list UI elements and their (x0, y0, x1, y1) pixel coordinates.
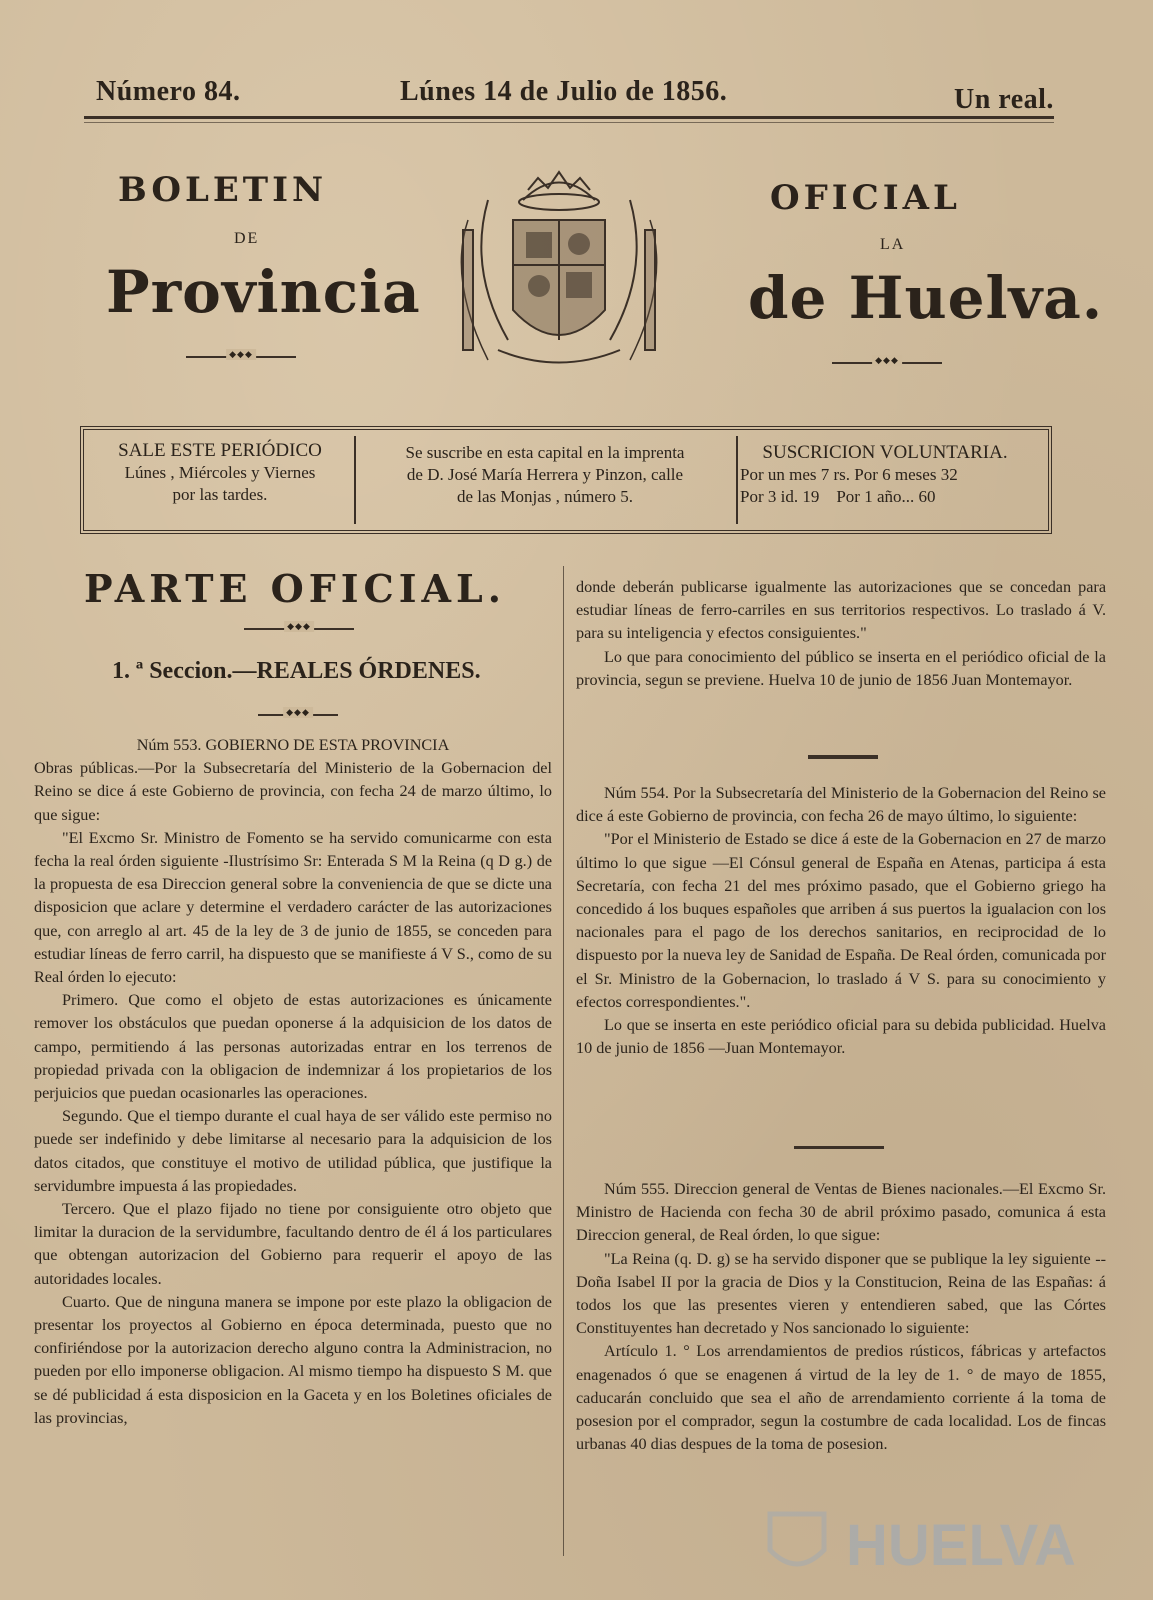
title-oficial: OFICIAL (770, 178, 961, 218)
masthead-rule-thin (84, 122, 1054, 123)
parte-oficial-heading: PARTE OFICIAL. (84, 566, 506, 611)
box-col-schedule (90, 434, 350, 526)
paragraph: Segundo. Que el tiempo durante el cual haya de ser válido este permiso no puede ser indefinido y debe limitarse al necesario para la adquisicion de los datos citados, que constituye el motivo de utilidad pública, que justifique la servidumbre impuesta á las propiedades. (34, 1107, 552, 1195)
title-boletin: BOLETIN (118, 170, 328, 210)
ornament-parte (244, 628, 354, 630)
paragraph: Tercero. Que el plazo fijado no tiene por consiguiente otro objeto que limitar la duracion de la servidumbre, facultando dentro de él á los particulares que obtengan autorizacion del Gobierno para requerir el apoyo de las autoridades locales. (34, 1200, 552, 1288)
ornament-seccion (258, 714, 338, 716)
prices-title: SUSCRICION VOLUNTARIA. (762, 442, 1008, 463)
subscribe-line-2: de D. José María Herrera y Pinzon, calle (406, 465, 684, 484)
box-separator-1 (354, 436, 356, 524)
schedule-time: por las tardes. (172, 485, 268, 504)
paragraph: Núm 555. Direccion general de Ventas de Bienes nacionales.—El Excmo Sr. Ministro de Hacienda con fecha 30 de abril próximo pasado, comunica á esta Direccion general, de Real órden, lo que sigue: (576, 1180, 1106, 1245)
box-col-prices (740, 434, 1030, 526)
watermark-shield-icon (760, 1506, 834, 1580)
paragraph: Lo que se inserta en este periódico oficial para su debida publicidad. Huelva 10 de junio de 1856 —Juan Montemayor. (576, 1016, 1106, 1058)
seccion-heading: 1. ª Seccion.—REALES ÓRDENES. (112, 658, 481, 684)
box-separator-2 (736, 436, 738, 524)
paragraph: Obras públicas.—Por la Subsecretaría del Ministerio de la Gobernacion del Reino se dice á este Gobierno de provincia, con fecha 24 de marzo último, lo que sigue: (34, 759, 552, 824)
paragraph: "El Excmo Sr. Ministro de Fomento se ha servido comunicarme con esta fecha la real órden siguiente -Ilustrísimo Sr: Enterada S M la Reina (q D g.) de la propuesta de esa Direccion general sobre la conveniencia de que se dicte una disposicion que aclare y determine el verdadero carácter de las autorizaciones que, con arreglo al art. 45 de la ley de 3 de junio de 1855, se conceden para estudiar líneas de ferro carril, ha dispuesto que se manifieste á V S., como de su Real órden lo ejecuto: (34, 828, 552, 987)
prices-line-1: Por un mes 7 rs. Por 6 meses 32 (740, 465, 958, 484)
subscribe-line-1: Se suscribe en esta capital en la imprenta (405, 443, 685, 462)
title-huelva: de Huelva. (748, 264, 1104, 332)
paragraph: Núm 554. Por la Subsecretaría del Ministerio de la Gobernacion del Reino se dice á este Gobierno de provincia, con fecha 26 de mayo último, lo siguiente: (576, 784, 1106, 826)
paragraph: "La Reina (q. D. g) se ha servido disponer que se publique la ley siguiente --Doña Isabel II por la gracia de Dios y la Constitucion, Reina de las Españas: á todos los que las presentes vieren y entendieren sabed, que las Córtes Constituyentes han decretado y Nos sancionado lo siguiente: (576, 1249, 1106, 1338)
prices-line-2: Por 3 id. 19 Por 1 año... 60 (740, 487, 936, 506)
rule-divider (808, 755, 878, 759)
title-de: DE (234, 230, 260, 247)
issue-price: Un real. (954, 84, 1054, 115)
schedule-title: SALE ESTE PERIÓDICO (118, 440, 322, 461)
right-column-554 (576, 782, 1106, 1060)
column-divider (563, 566, 564, 1556)
paragraph: Cuarto. Que de ninguna manera se impone por este plazo la obligacion de presentar los proyectos al Gobierno en época determinada, puesto que no confiriéndose por la autorizacion derecho alguno contra la Administracion, no pueden por ello imponerse obligacion. Al mismo tiempo ha dispuesto S M. que se dé publicidad á esta disposicion en la Gaceta y en los Boletines oficiales de las provincias, (34, 1292, 552, 1427)
subscribe-line-3: de las Monjas , número 5. (456, 487, 634, 506)
box-col-subscribe (360, 434, 730, 526)
right-column-top (576, 576, 1106, 692)
title-la: LA (880, 236, 906, 253)
ornament-right (832, 362, 942, 364)
paragraph: Primero. Que como el objeto de estas autorizaciones es únicamente remover los obstáculos que puedan oponerse á la adquisicion de los datos de campo, permitiendo á las personas autorizadas entrar en los terrenos de propiedad privada con la obligacion de indemnizar á los propietarios de los perjuicios que puedan ocasionarles las operaciones. (34, 991, 552, 1103)
subscription-box (80, 426, 1052, 534)
title-provincia: Provincia (106, 258, 421, 326)
paragraph: Artículo 1. ° Los arrendamientos de predios rústicos, fábricas y artefactos enagenados ó que se enagenen á virtud de la ley de 1. ° de mayo de 1855, caducarán concluido que sea el año de arrendamiento corriente á la toma de posesion por el comprador, segun la costumbre de cada localidad. Los de fincas urbanas 40 dias despues de la toma de posesion. (576, 1342, 1106, 1454)
issue-number: Número 84. (96, 76, 241, 107)
paragraph: "Por el Ministerio de Estado se dice á este de la Gobernacion en 27 de marzo último lo que sigue —El Cónsul general de España en Atenas, participa á esta Secretaría, con fecha 21 del mes próximo pasado, que el Gobierno griego ha concedido á los buques españoles que arriben á sus puertos la igualacion con los nacionales para el pago de los derechos sanitarios, en reciprocidad de lo dispuesto por la nueva ley de Sanidad de España. De Real órden, comunicada por el Sr. Ministro de la Gobernacion, lo traslado á V S. para su conocimiento y efectos correspondientes.". (576, 830, 1106, 1011)
paragraph: Lo que para conocimiento del público se inserta en el periódico oficial de la provincia, segun se previene. Huelva 10 de junio de 1856 Juan Montemayor. (576, 647, 1106, 689)
archive-watermark: HUELVA (846, 1513, 1076, 1578)
ornament-left (186, 356, 296, 358)
coat-of-arms-icon (428, 160, 690, 382)
masthead-rule (84, 116, 1054, 119)
schedule-days: Lúnes , Miércoles y Viernes (124, 463, 316, 482)
num-553-heading: Núm 553. GOBIERNO DE ESTA PROVINCIA (136, 736, 450, 754)
left-column (34, 734, 552, 1430)
right-column-555 (576, 1178, 1106, 1456)
issue-date: Lúnes 14 de Julio de 1856. (400, 76, 728, 107)
paragraph: donde deberán publicarse igualmente las autorizaciones que se concedan para estudiar líneas de ferro-carriles en sus territorios respectivos. Lo traslado á V. para su inteligencia y efectos consiguientes." (576, 578, 1106, 643)
rule-divider (794, 1146, 884, 1149)
